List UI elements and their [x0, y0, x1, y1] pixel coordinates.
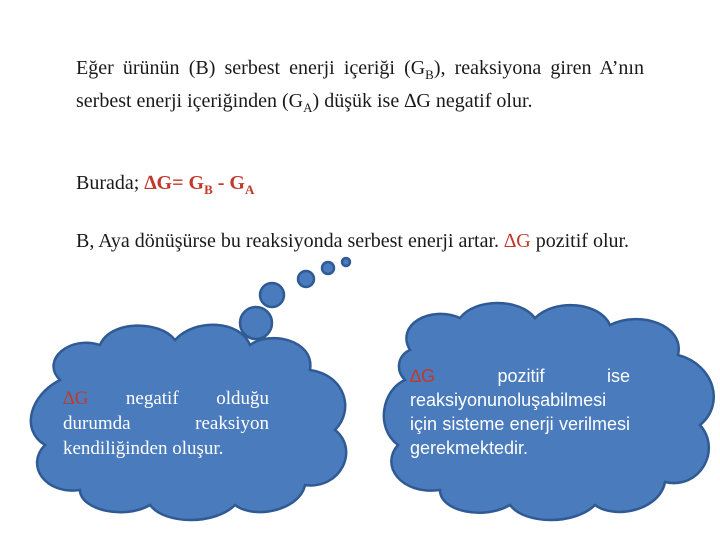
subscript-b: B: [425, 67, 434, 82]
left-cloud-body: negatif olduğu durumda reaksiyon kendiliğinden oluşur.: [63, 388, 269, 459]
paragraph3-delta: ∆G: [504, 230, 531, 252]
formula-part-a: ∆G= G: [144, 172, 205, 194]
left-cloud-delta: ∆G: [63, 388, 89, 409]
thought-bubble-1: [260, 283, 284, 307]
right-cloud-delta: ∆G: [410, 366, 436, 386]
formula-part-b: - G: [212, 172, 245, 194]
right-cloud-body: pozitif ise reaksiyonunoluşabilmesi için sisteme enerji verilmesi gerekmektedir.: [410, 366, 630, 458]
thought-bubble-3: [298, 271, 314, 287]
paragraph1-text-c: ) düşük ise ∆G negatif olur.: [312, 90, 533, 112]
paragraph3-text-b: pozitif olur.: [530, 230, 630, 252]
formula-prefix: Burada;: [76, 172, 145, 194]
left-cloud-text: [63, 386, 269, 461]
paragraph3-text-a: B, Aya dönüşürse bu reaksiyonda serbest enerji artar.: [76, 230, 505, 252]
formula-subscript-a: A: [244, 182, 255, 197]
thought-bubble-4: [322, 262, 334, 274]
thought-bubble-5: [342, 258, 350, 266]
subscript-a: A: [303, 100, 313, 115]
thought-bubbles: [240, 258, 350, 339]
right-cloud-text: [410, 364, 630, 460]
formula-subscript-b: B: [204, 182, 213, 197]
thought-bubble-2: [240, 307, 272, 339]
paragraph1-text-b: ), reaksiyona giren A’nın serbest enerji içeriğinden (G: [76, 57, 644, 112]
paragraph1-text-a: Eğer ürünün (B) serbest enerji içeriği (G: [76, 57, 426, 79]
